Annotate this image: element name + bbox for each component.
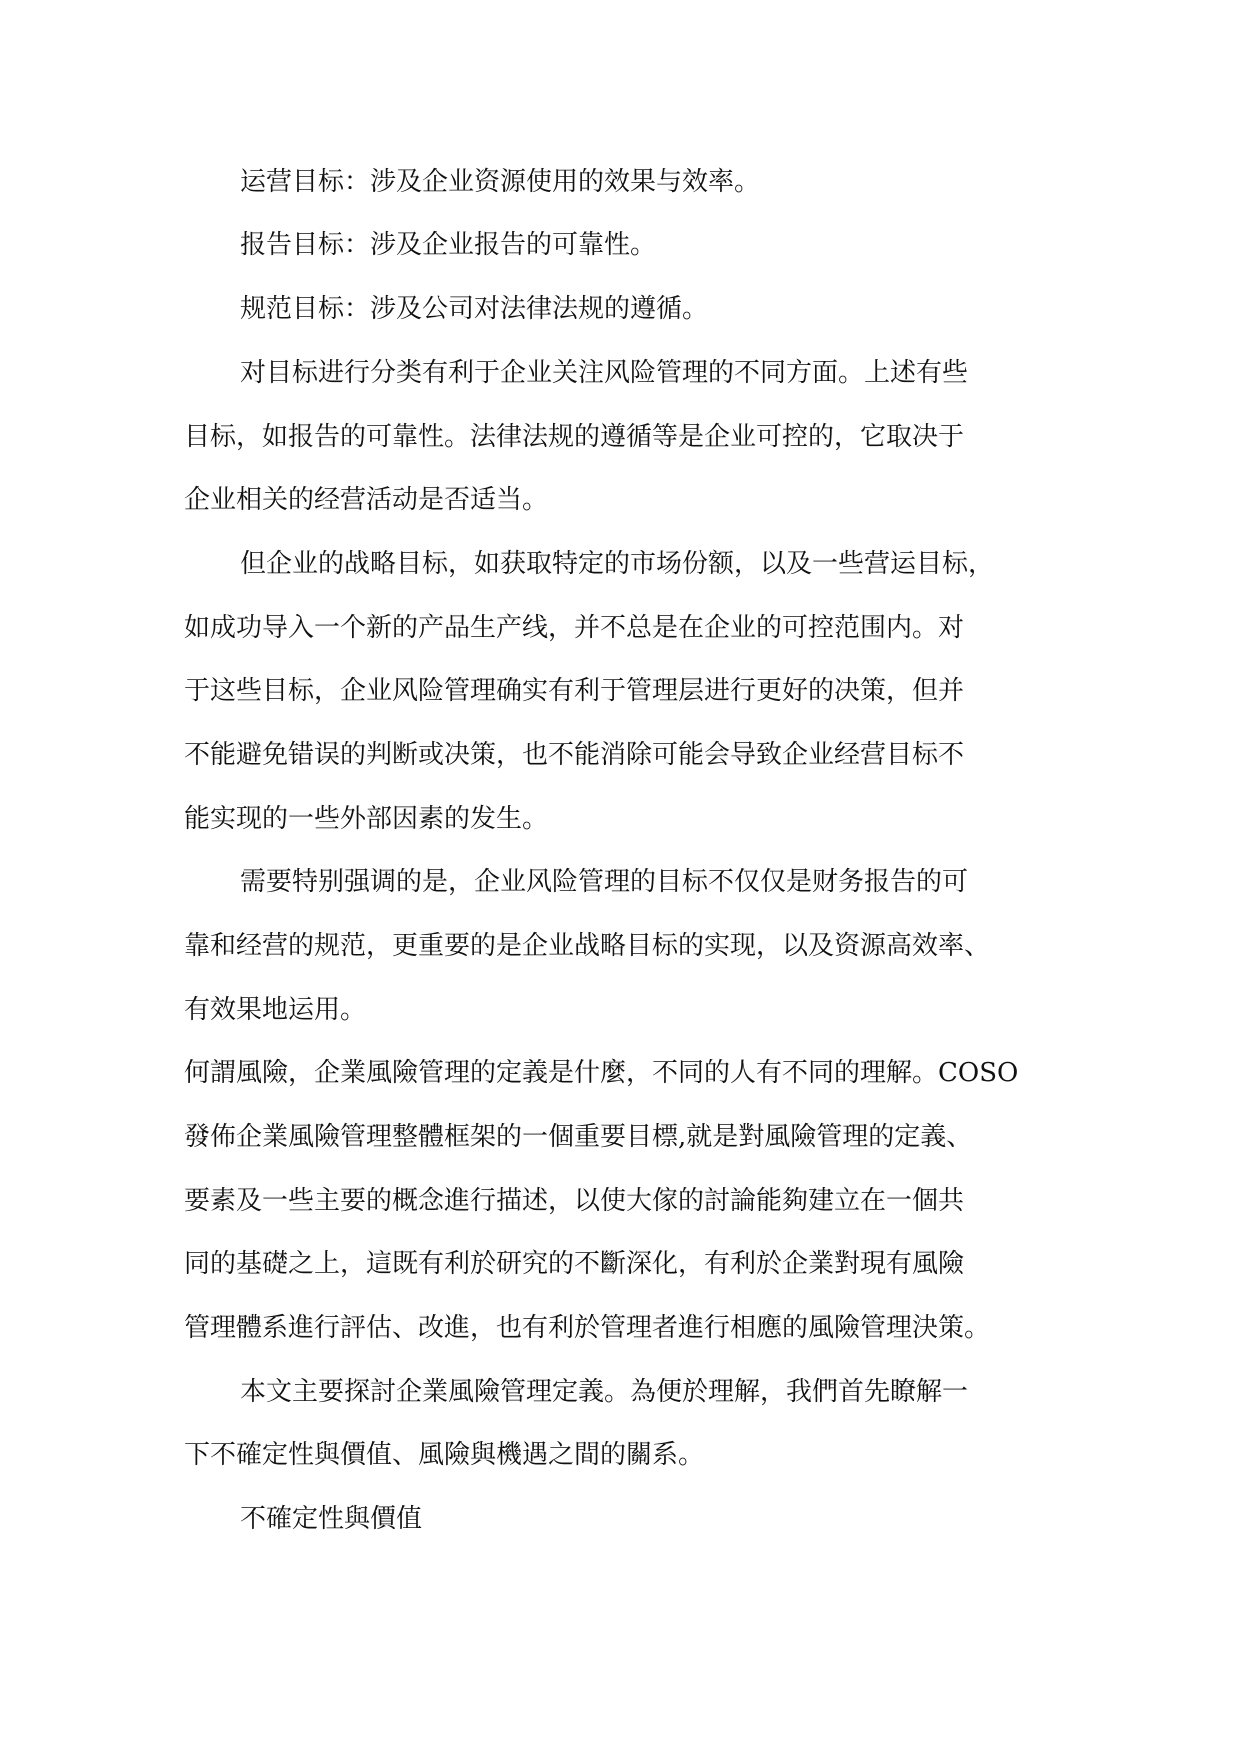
text-line: 下不確定性與價值、風險與機遇之間的關系。 bbox=[184, 1440, 705, 1470]
text-line: 本文主要探討企業風險管理定義。為便於理解，我們首先瞭解一 bbox=[240, 1377, 969, 1407]
text-line: 运营目标：涉及企业资源使用的效果与效率。 bbox=[240, 167, 761, 197]
text-line: 有效果地运用。 bbox=[184, 995, 367, 1025]
text-line: 發佈企業風險管理整體框架的一個重要目標,就是對風險管理的定義、 bbox=[184, 1122, 973, 1152]
text-line: 但企业的战略目标，如获取特定的市场份额，以及一些营运目标， bbox=[240, 549, 995, 579]
text-line: 管理體系進行評估、改進，也有利於管理者進行相應的風險管理決策。 bbox=[184, 1313, 991, 1343]
text-line: 靠和经营的规范，更重要的是企业战略目标的实现，以及资源高效率、 bbox=[184, 931, 991, 961]
text-line: 如成功导入一个新的产品生产线，并不总是在企业的可控范围内。对 bbox=[184, 613, 965, 643]
text-line: 对目标进行分类有利于企业关注风险管理的不同方面。上述有些 bbox=[240, 358, 969, 388]
text-line: 目标，如报告的可靠性。法律法规的遵循等是企业可控的，它取决于 bbox=[184, 422, 965, 452]
text-line: 于这些目标，企业风险管理确实有利于管理层进行更好的决策，但并 bbox=[184, 676, 965, 706]
text-line: 报告目标：涉及企业报告的可靠性。 bbox=[240, 230, 657, 260]
text-line: 何謂風險，企業風險管理的定義是什麼，不同的人有不同的理解。COSO bbox=[184, 1058, 1019, 1088]
text-line: 能实现的一些外部因素的发生。 bbox=[184, 804, 549, 834]
text-line: 企业相关的经营活动是否适当。 bbox=[184, 485, 549, 515]
text-line: 要素及一些主要的概念進行描述，以使大傢的討論能夠建立在一個共 bbox=[184, 1186, 965, 1216]
text-line: 不能避免错误的判断或决策，也不能消除可能会导致企业经营目标不 bbox=[184, 740, 965, 770]
text-line: 不確定性與價值 bbox=[240, 1504, 423, 1534]
text-line: 同的基礎之上，這既有利於研究的不斷深化，有利於企業對現有風險 bbox=[184, 1249, 965, 1279]
text-line: 需要特别强调的是，企业风险管理的目标不仅仅是财务报告的可 bbox=[240, 867, 969, 897]
text-line: 规范目标：涉及公司对法律法规的遵循。 bbox=[240, 294, 709, 324]
